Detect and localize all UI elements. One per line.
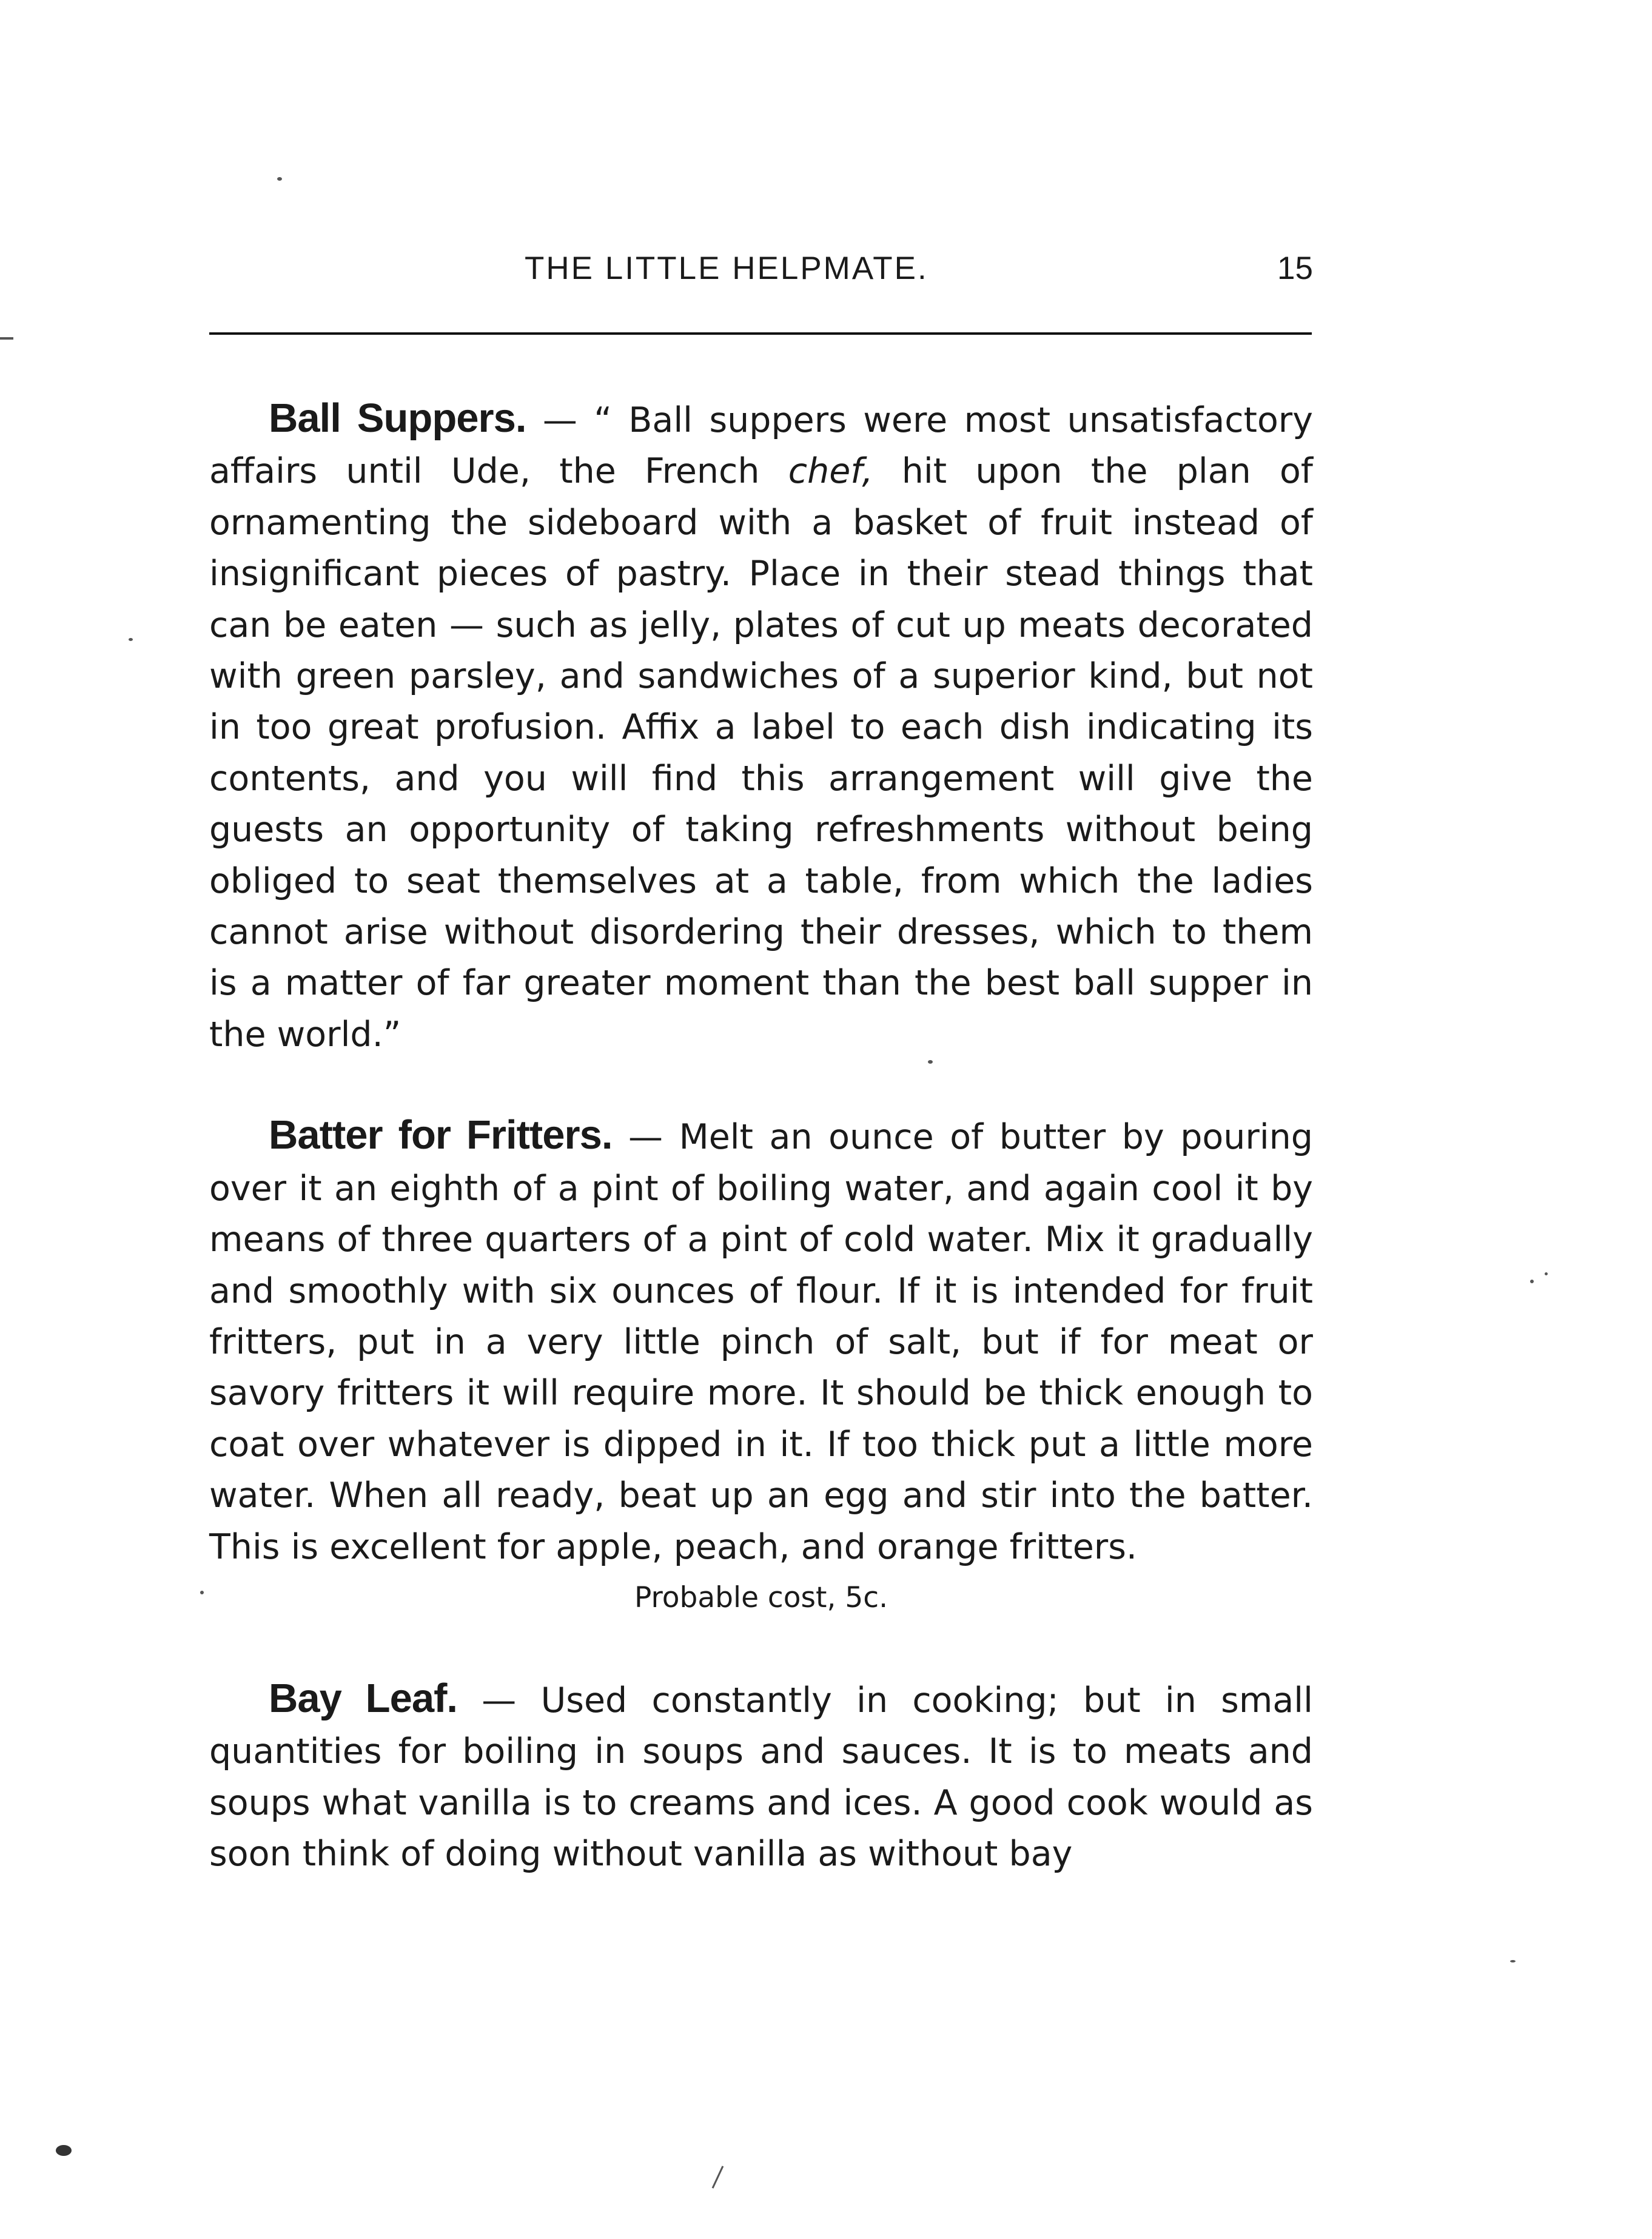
scan-speck — [0, 337, 13, 340]
entry-heading: Batter for Fritters. — [269, 1112, 613, 1158]
header-rule — [209, 332, 1312, 335]
scan-speck — [129, 638, 133, 641]
entry-italic-word: chef, — [788, 451, 873, 492]
page-number: 15 — [1277, 250, 1313, 286]
entry-text: “ Ball suppers were most unsatisfactory affairs until Ude, the French — [209, 400, 1313, 492]
entry-ball-suppers — [209, 393, 1313, 1060]
scan-speck — [1530, 1280, 1534, 1283]
entry-dash: — — [612, 1117, 679, 1158]
entry-batter-for-fritters — [209, 1110, 1313, 1623]
scan-speck — [56, 2145, 72, 2156]
page-content — [209, 393, 1313, 1880]
scan-speck — [1510, 1960, 1516, 1962]
entry-dash: — — [526, 400, 594, 440]
entry-heading: Bay Leaf. — [269, 1675, 458, 1721]
entry-bay-leaf — [209, 1673, 1313, 1880]
scan-speck — [277, 177, 282, 181]
entry-heading: Ball Suppers. — [269, 395, 526, 441]
entry-dash: — — [457, 1680, 541, 1720]
scan-speck — [712, 2166, 724, 2189]
running-head — [209, 247, 1313, 290]
entry-cost: Probable cost, 5c. — [634, 1580, 888, 1614]
entry-text: Melt an ounce of butter by pouring over it an eighth of a pint of boiling water, and again cool it by means of three quarters of a pint of cold water. Mix it gradually and smoothly with six ounces of flour. If it is intended for fruit fritters, put in a very little pinch of salt, but if for meat or savory fritters it will require more. It should be thick enough to coat over whatever is dipped in it. If too thick put a little more water. When all ready, beat up an egg and stir into the batter. This is excellent for apple, peach, and orange fritters. — [209, 1117, 1313, 1567]
scan-speck — [1545, 1272, 1548, 1275]
entry-text-continued: hit upon the plan of ornamenting the sideboard with a basket of fruit instead of insignificant pieces of pastry. Place in their stead things that can be eaten — such as jelly, plates of cut up meats decorated with green parsley, and sandwiches of a superior kind, but not in too great profusion. Affix a label to each dish indicating its contents, and you will find this arrangement will give the guests an opportunity of taking refreshments without being obliged to seat themselves at a table, from which the ladies cannot arise without disordering their dresses, which to them is a matter of far greater moment than the best ball supper in the world.” — [209, 451, 1313, 1055]
running-title: THE LITTLE HELPMATE. — [525, 250, 928, 286]
scan-speck — [928, 1060, 933, 1064]
scan-speck — [200, 1591, 204, 1594]
entry-text: Used constantly in cooking; but in small quantities for boiling in soups and sauces. It is to meats and soups what vanilla is to creams and ices. A good cook would as soon think of doing without vanilla as without bay — [209, 1680, 1313, 1875]
